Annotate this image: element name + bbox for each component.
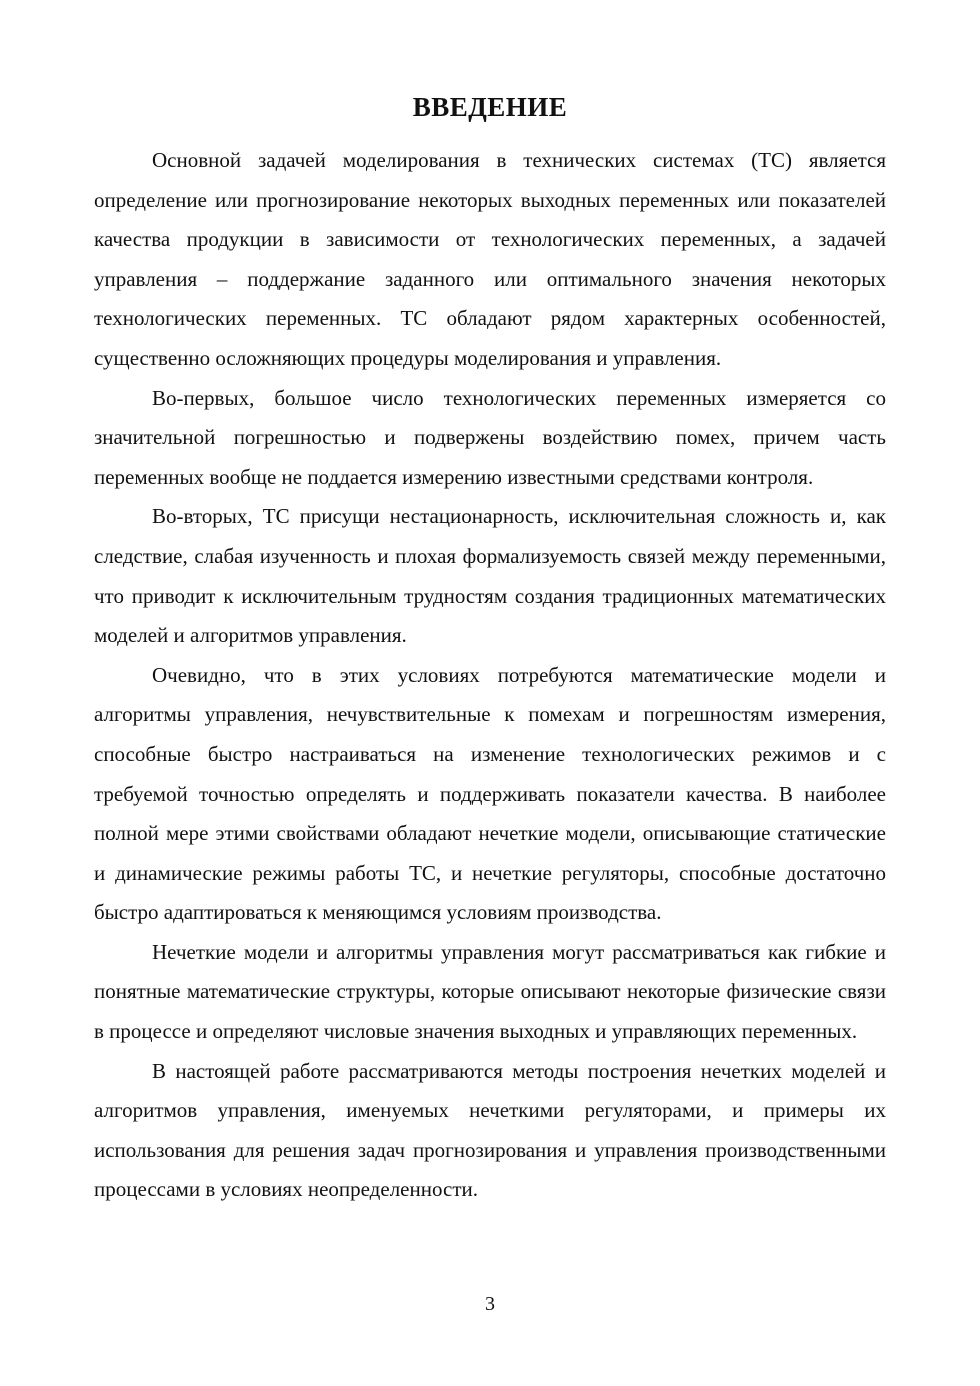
paragraph-2: Во-первых, большое число технологических переменных измеряется со значительной погрешностью и подвержены воздействию помех, причем часть переменных вообще не поддается измерению известными средствами контроля. xyxy=(94,385,886,489)
page-title: ВВЕДЕНИЕ xyxy=(412,92,568,122)
body-text xyxy=(94,141,886,1210)
paragraph-5: Нечеткие модели и алгоритмы управления могут рассматриваться как гибкие и понятные математические структуры, которые описывают некоторые физические связи в процессе и определяют числовые значения выходных и управляющих переменных. xyxy=(94,939,886,1044)
paragraph-1: Основной задачей моделирования в технических системах (ТС) является определение или прогнозирование некоторых выходных переменных или показателей качества продукции в зависимости от технологических переменных, а задачей управления – поддержание заданного или оптимального значения некоторых технологических переменных. ТС обладают рядом характерных особенностей, существенно осложняющих процедуры моделирования и управления. xyxy=(94,148,886,370)
paragraph-4: Очевидно, что в этих условиях потребуются математические модели и алгоритмы управления, нечувствительные к помехам и погрешностям измерения, способные быстро настраиваться на изменение технологических режимов и с требуемой точностью определять и поддерживать показатели качества. В наиболее полной мере этими свойствами обладают нечеткие модели, описывающие статические и динамические режимы работы ТС, и нечеткие регуляторы, способные достаточно быстро адаптироваться к меняющимся условиям производства. xyxy=(94,662,886,925)
page-number: 3 xyxy=(485,1293,495,1315)
paragraph-3: Во-вторых, ТС присущи нестационарность, исключительная сложность и, как следствие, слабая изученность и плохая формализуемость связей между переменными, что приводит к исключительным трудностям создания традиционных математических моделей и алгоритмов управления. xyxy=(94,504,886,648)
paragraph-6: В настоящей работе рассматриваются методы построения нечетких моделей и алгоритмов управления, именуемых нечеткими регуляторами, и примеры их использования для решения задач прогнозирования и управления производственными процессами в условиях неопределенности. xyxy=(94,1058,886,1202)
